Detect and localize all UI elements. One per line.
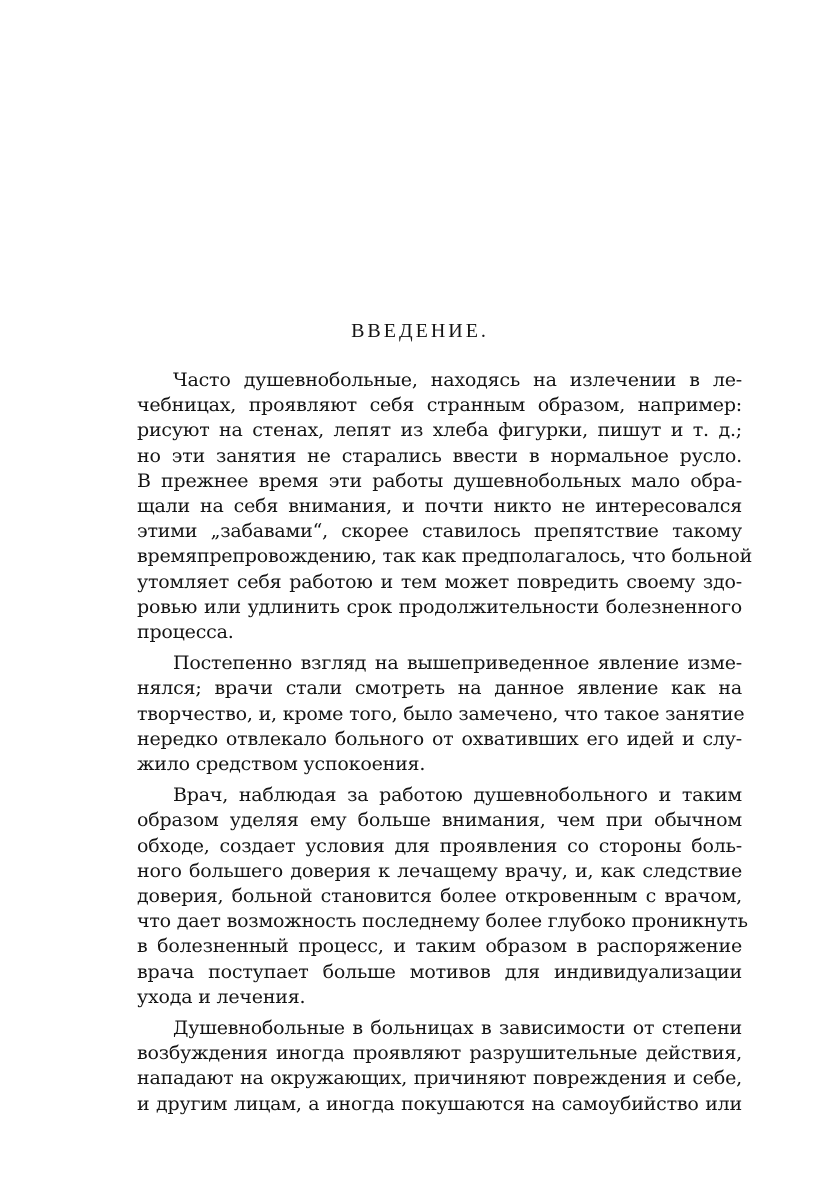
text-line: жило средством успокоения. [137,753,426,776]
paragraph [137,651,745,777]
text-line: Душевнобольные в больницах в зависимости от степени [173,1017,742,1040]
text-line: чебницах, проявляют себя странным образом, например: [137,394,742,417]
paragraph [137,783,748,1010]
text-line: Врач, наблюдая за работою душевнобольного и таким [173,784,742,807]
text-line: доверия, больной становится более откровенным с врачом, [137,885,742,908]
text-line: В прежнее время эти работы душевнобольных мало обра- [137,469,742,492]
text-line: ухода и лечения. [137,985,306,1008]
text-line: образом уделяя ему больше внимания, чем при обычном [137,809,742,832]
text-line: обходе, создает условия для проявления со стороны боль- [137,834,742,857]
body-text [137,368,753,1123]
text-line: Постепенно взгляд на вышеприведенное явление изме- [173,652,742,675]
text-line: этими „забавами“, скорее ставилось препятствие такому [137,520,742,543]
paragraph [137,368,753,645]
chapter-heading: ВВЕДЕНИЕ. [351,320,489,342]
text-line: что дает возможность последнему более глубоко проникнуть [137,910,748,933]
paragraph [137,1016,742,1117]
text-line: ровью или удлинить срок продолжительности болезненного [137,595,742,618]
text-line: творчество, и, кроме того, было замечено, что такое занятие [137,702,745,725]
text-line: и другим лицам, а иногда покушаются на самоубийство или [137,1092,742,1115]
text-line: нередко отвлекало больного от охвативших его идей и слу- [137,727,742,750]
text-line: рисуют на стенах, лепят из хлеба фигурки, пишут и т. д.; [137,419,742,442]
text-line: в болезненный процесс, и таким образом в распоряжение [137,935,742,958]
text-line: возбуждения иногда проявляют разрушительные действия, [137,1042,742,1065]
text-line: процесса. [137,621,234,644]
text-line: врача поступает больше мотивов для индивидуализации [137,960,742,983]
text-line: нападают на окружающих, причиняют повреждения и себе, [137,1067,742,1090]
text-line: Часто душевнобольные, находясь на излечении в ле- [173,369,742,391]
text-line: утомляет себя работою и тем может повредить своему здо- [137,570,742,593]
text-line: но эти занятия не старались ввести в нормальное русло. [137,444,742,467]
text-line: нялся; врачи стали смотреть на данное явление как на [137,677,742,700]
text-line: щали на себя внимания, и почти никто не интересовался [137,495,742,518]
text-line: ного большего доверия к лечащему врачу, и, как следствие [137,859,742,882]
text-line: времяпрепровождению, так как предполагалось, что больной [137,545,753,568]
